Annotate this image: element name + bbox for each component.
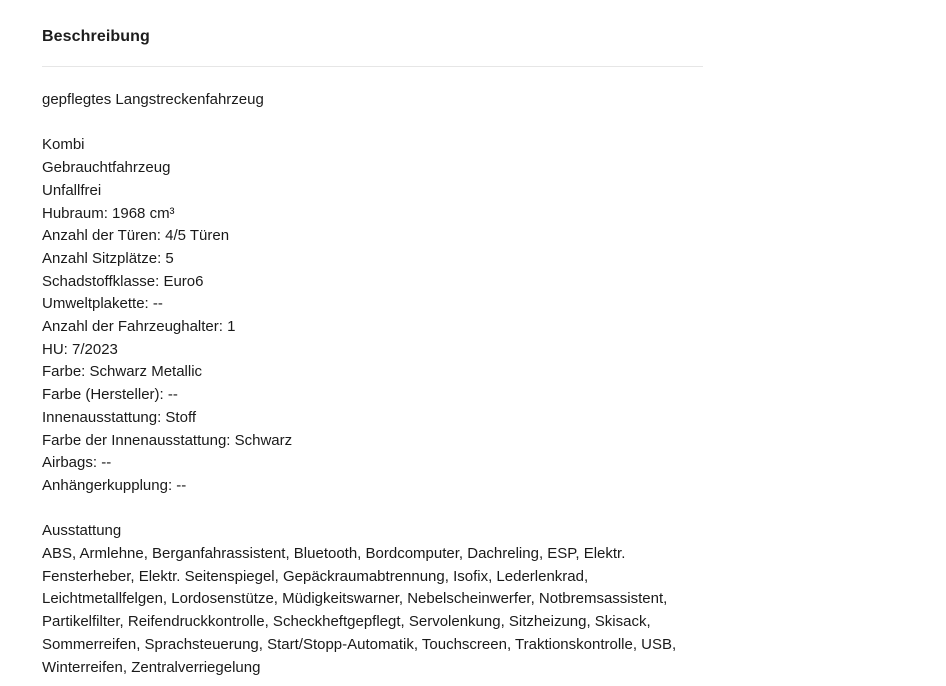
detail-line: Unfallfrei xyxy=(42,181,102,199)
detail-line: Anzahl der Fahrzeughalter: 1 xyxy=(42,318,236,336)
detail-line: Anzahl Sitzplätze: 5 xyxy=(42,249,174,267)
detail-line: Gebrauchtfahrzeug xyxy=(42,159,171,177)
detail-line: HU: 7/2023 xyxy=(42,340,118,358)
divider xyxy=(42,66,703,67)
features-heading: Ausstattung xyxy=(42,522,122,540)
detail-line: Hubraum: 1968 cm³ xyxy=(42,204,175,222)
description-section xyxy=(42,27,703,679)
detail-line: Innenausstattung: Stoff xyxy=(42,408,197,426)
detail-line: Anhängerkupplung: -- xyxy=(42,476,187,494)
section-title: Beschreibung xyxy=(42,28,150,45)
detail-line: Umweltplakette: -- xyxy=(42,295,163,313)
detail-line: Farbe: Schwarz Metallic xyxy=(42,363,203,381)
detail-line: Anzahl der Türen: 4/5 Türen xyxy=(42,227,230,245)
detail-line: Farbe (Hersteller): -- xyxy=(42,386,178,404)
description-intro: gepflegtes Langstreckenfahrzeug xyxy=(42,91,264,108)
vehicle-details-list xyxy=(42,134,703,497)
features-block xyxy=(42,520,703,679)
detail-line: Schadstoffklasse: Euro6 xyxy=(42,272,204,290)
detail-line: Farbe der Innenausstattung: Schwarz xyxy=(42,431,293,449)
features-list: ABS, Armlehne, Berganfahrassistent, Bluetooth, Bordcomputer, Dachreling, ESP, Elektr. Fensterheber, Elektr. Seitenspiegel, Gepäckraumabtrennung, Isofix, Lederlenkrad, Leichtmetallfelgen, Lordosenstütze, Müdigkeitswarner, Nebelscheinwerfer, Notbremsassistent, Partikelfilter, Reifendruckkontrolle, Scheckheftgepflegt, Servolenkung, Sitzheizung, Skisack, Sommerreifen, Sprachsteuerung, Start/Stopp-Automatik, Touchscreen, Traktionskontrolle, USB, Winterreifen, Zentralverriegelung xyxy=(42,545,677,676)
detail-line: Kombi xyxy=(42,136,85,154)
detail-line: Airbags: -- xyxy=(42,454,112,472)
